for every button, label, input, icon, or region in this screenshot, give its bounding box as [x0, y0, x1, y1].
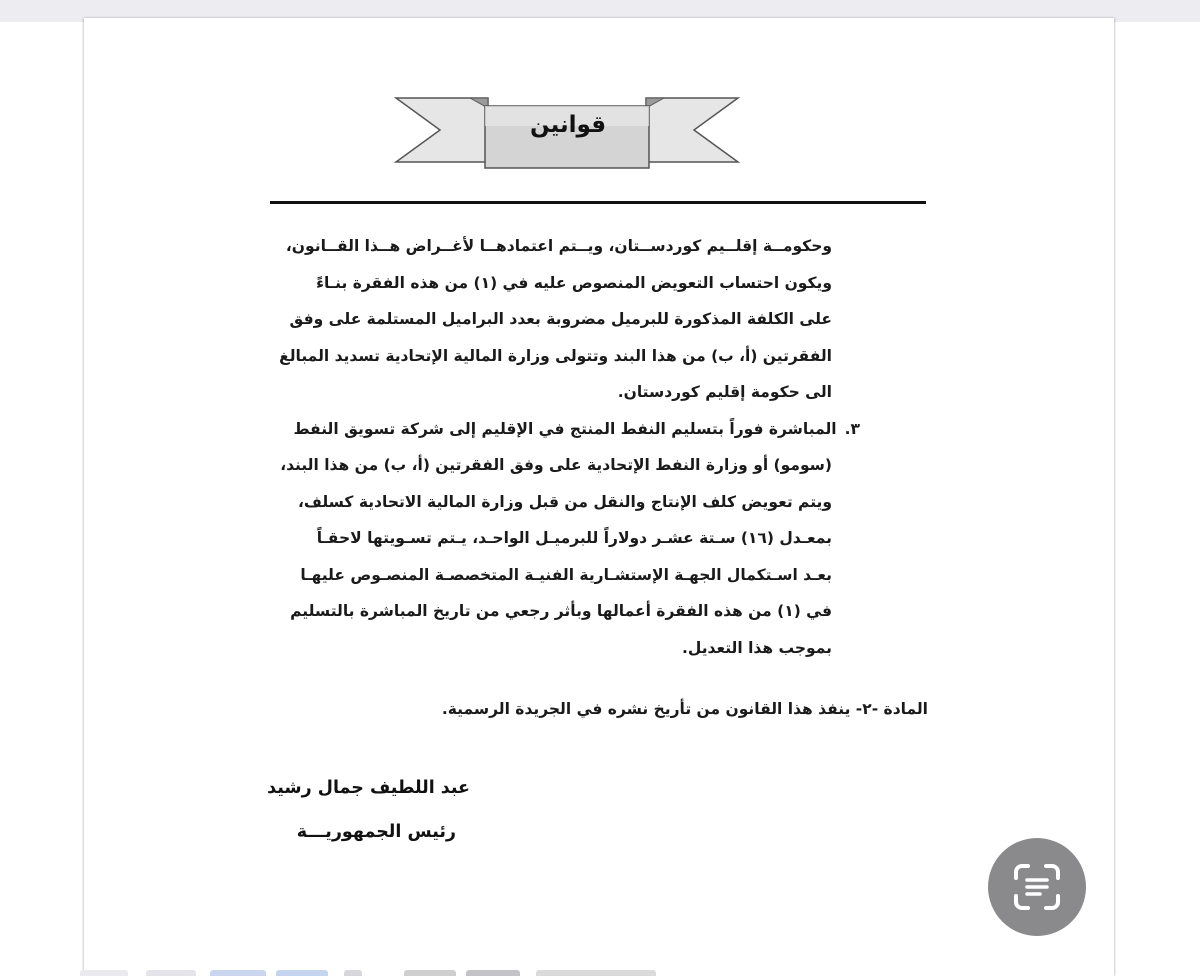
bottom-thumbnail-strip — [0, 962, 1200, 976]
item-3-number: ٣. — [844, 419, 860, 438]
banner-title: قوانين — [529, 112, 607, 138]
thumbnail — [146, 970, 196, 976]
scan-text-button[interactable] — [988, 838, 1086, 936]
body-line: على الكلفة المذكورة للبرميل مضروبة بعدد البراميل المستلمة على وفق — [289, 310, 832, 328]
item-3-line: المباشرة فوراً بتسليم النفط المنتج في الإقليم إلى شركة تسويق النفط — [293, 419, 837, 438]
item-3-line: في (١) من هذه الفقرة أعمالها وبأثر رجعي من تاريخ المباشرة بالتسليم — [290, 602, 832, 620]
document-body — [258, 228, 860, 666]
signature-title: رئيس الجمهوريـــة — [296, 822, 456, 842]
body-line: وحكومــة إقلــيم كوردســتان، ويــتم اعتمادهــا لأغــراض هــذا القــانون، — [285, 237, 832, 255]
body-line: الفقرتين (أ، ب) من هذا البند وتتولى وزارة المالية الإتحادية تسديد المبالغ — [279, 346, 832, 365]
item-3-line: بعـد اسـتكمال الجهـة الإستشـارية الفنيـة المتخصصـة المنصـوص عليهـا — [300, 565, 832, 584]
thumbnail — [536, 970, 656, 976]
thumbnail — [404, 970, 456, 976]
signature-name: عبد اللطيف جمال رشيد — [267, 778, 470, 798]
article-2: المادة -٢- ينفذ هذا القانون من تأريخ نشره في الجريدة الرسمية. — [441, 700, 928, 718]
thumbnail — [80, 970, 128, 976]
thumbnail — [276, 970, 328, 976]
body-line: ويكون احتساب التعويض المنصوص عليه في (١) من هذه الفقرة بنـاءً — [316, 273, 832, 292]
thumbnail — [466, 970, 520, 976]
header-divider — [270, 201, 926, 204]
item-3-first-line — [258, 411, 860, 448]
thumbnail — [344, 970, 362, 976]
item-3-line: بمعـدل (١٦) سـتة عشـر دولاراً للبرميـل الواحـد، يـتم تسـويتها لاحقـاً — [316, 529, 832, 547]
thumbnail — [210, 970, 266, 976]
item-3-line: ويتم تعويض كلف الإنتاج والنقل من قبل وزارة المالية الاتحادية كسلف، — [297, 492, 832, 511]
item-3-line: (سومو) أو وزارة النفط الإتحادية على وفق الفقرتين (أ، ب) من هذا البند، — [280, 456, 832, 474]
text-scan-icon — [1012, 862, 1062, 912]
body-line: الى حكومة إقليم كوردستان. — [617, 383, 832, 401]
item-3-line: بموجب هذا التعديل. — [681, 638, 832, 657]
